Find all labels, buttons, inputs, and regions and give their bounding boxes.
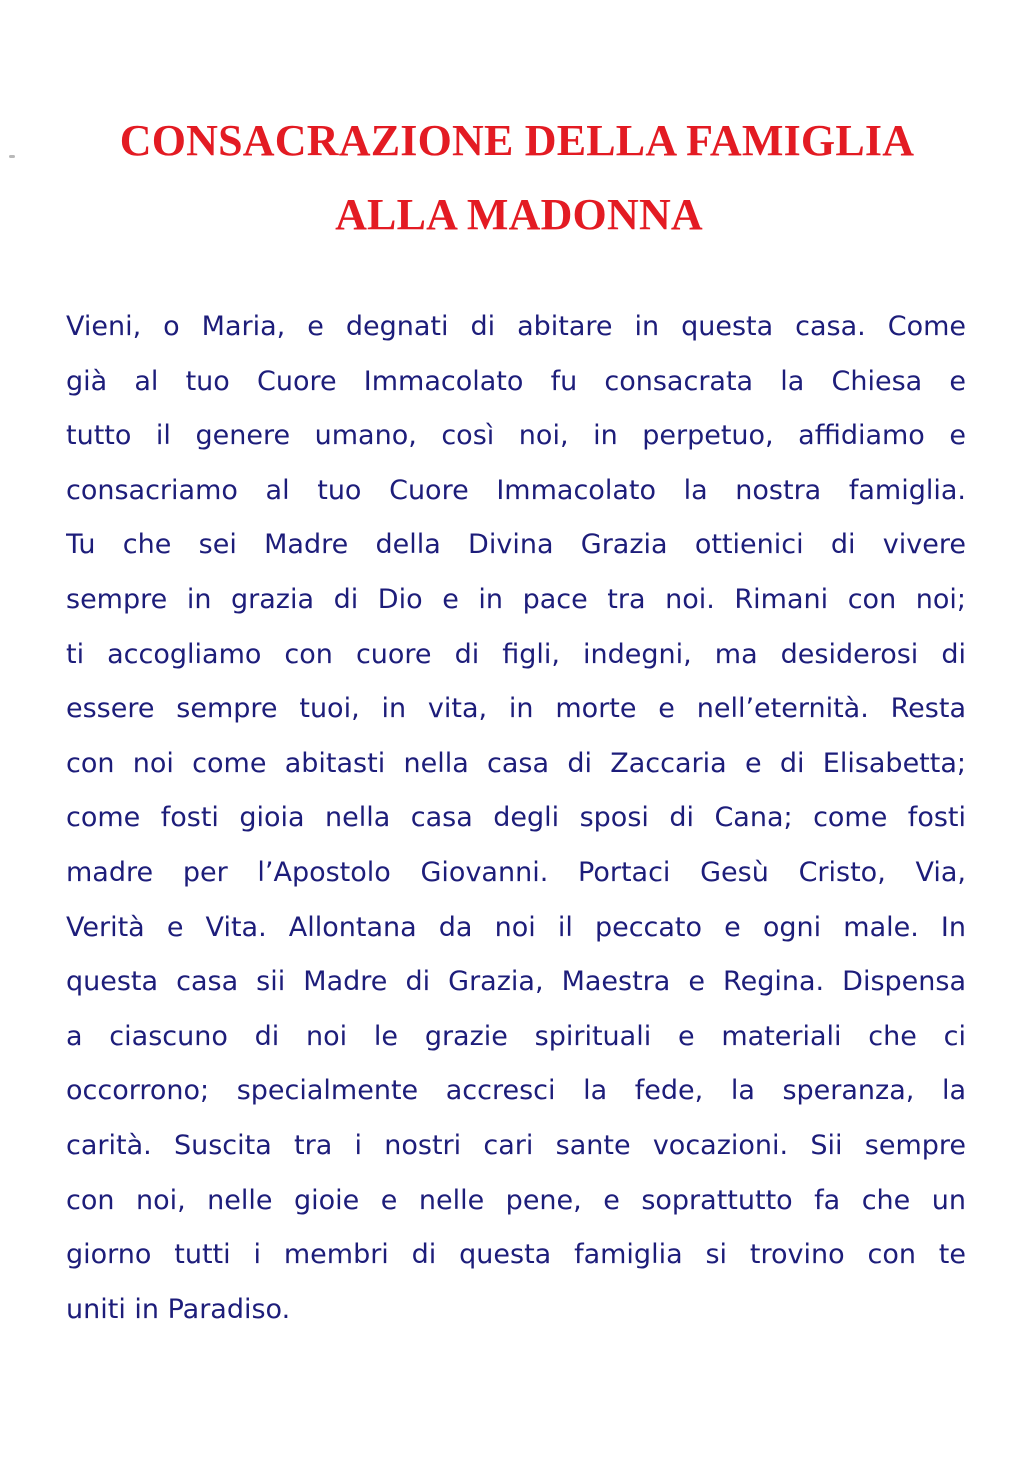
prayer-line: sempre in grazia di Dio e in pace tra noi. Rimani con noi; [66,583,966,615]
prayer-line: consacriamo al tuo Cuore Immacolato la nostra famiglia. [66,474,966,506]
prayer-line: madre per l’Apostolo Giovanni. Portaci Gesù Cristo, Via, [66,856,966,888]
prayer-text [66,300,966,1337]
prayer-line: uniti in Paradiso. [66,1293,291,1325]
prayer-line: essere sempre tuoi, in vita, in morte e nell’eternità. Resta [66,693,966,725]
prayer-line: con noi come abitasti nella casa di Zaccaria e di Elisabetta; [66,747,966,779]
prayer-line: carità. Suscita tra i nostri cari sante vocazioni. Sii sempre [66,1129,966,1161]
prayer-line: Verità e Vita. Allontana da noi il peccato e ogni male. In [66,911,966,943]
prayer-line: giorno tutti i membri di questa famiglia si trovino con te [66,1239,966,1271]
prayer-title [0,104,1024,252]
prayer-line: con noi, nelle gioie e nelle pene, e soprattutto fa che un [66,1184,966,1216]
prayer-line: già al tuo Cuore Immacolato fu consacrata la Chiesa e [66,365,966,397]
prayer-line: a ciascuno di noi le grazie spirituali e materiali che ci [66,1020,966,1052]
prayer-line: ti accogliamo con cuore di figli, indegni, ma desiderosi di [66,638,966,670]
prayer-line: questa casa sii Madre di Grazia, Maestra e Regina. Dispensa [66,966,966,998]
title-line-1: CONSACRAZIONE DELLA FAMIGLIA [119,116,915,165]
prayer-line: come fosti gioia nella casa degli sposi di Cana; come fosti [66,802,966,834]
prayer-line: Tu che sei Madre della Divina Grazia ottienici di vivere [66,529,966,561]
title-line-2: ALLA MADONNA [335,190,703,239]
prayer-line: Vieni, o Maria, e degnati di abitare in questa casa. Come [66,311,966,342]
prayer-line: occorrono; specialmente accresci la fede, la speranza, la [66,1075,966,1107]
prayer-line: tutto il genere umano, così noi, in perpetuo, affidiamo e [66,420,966,452]
